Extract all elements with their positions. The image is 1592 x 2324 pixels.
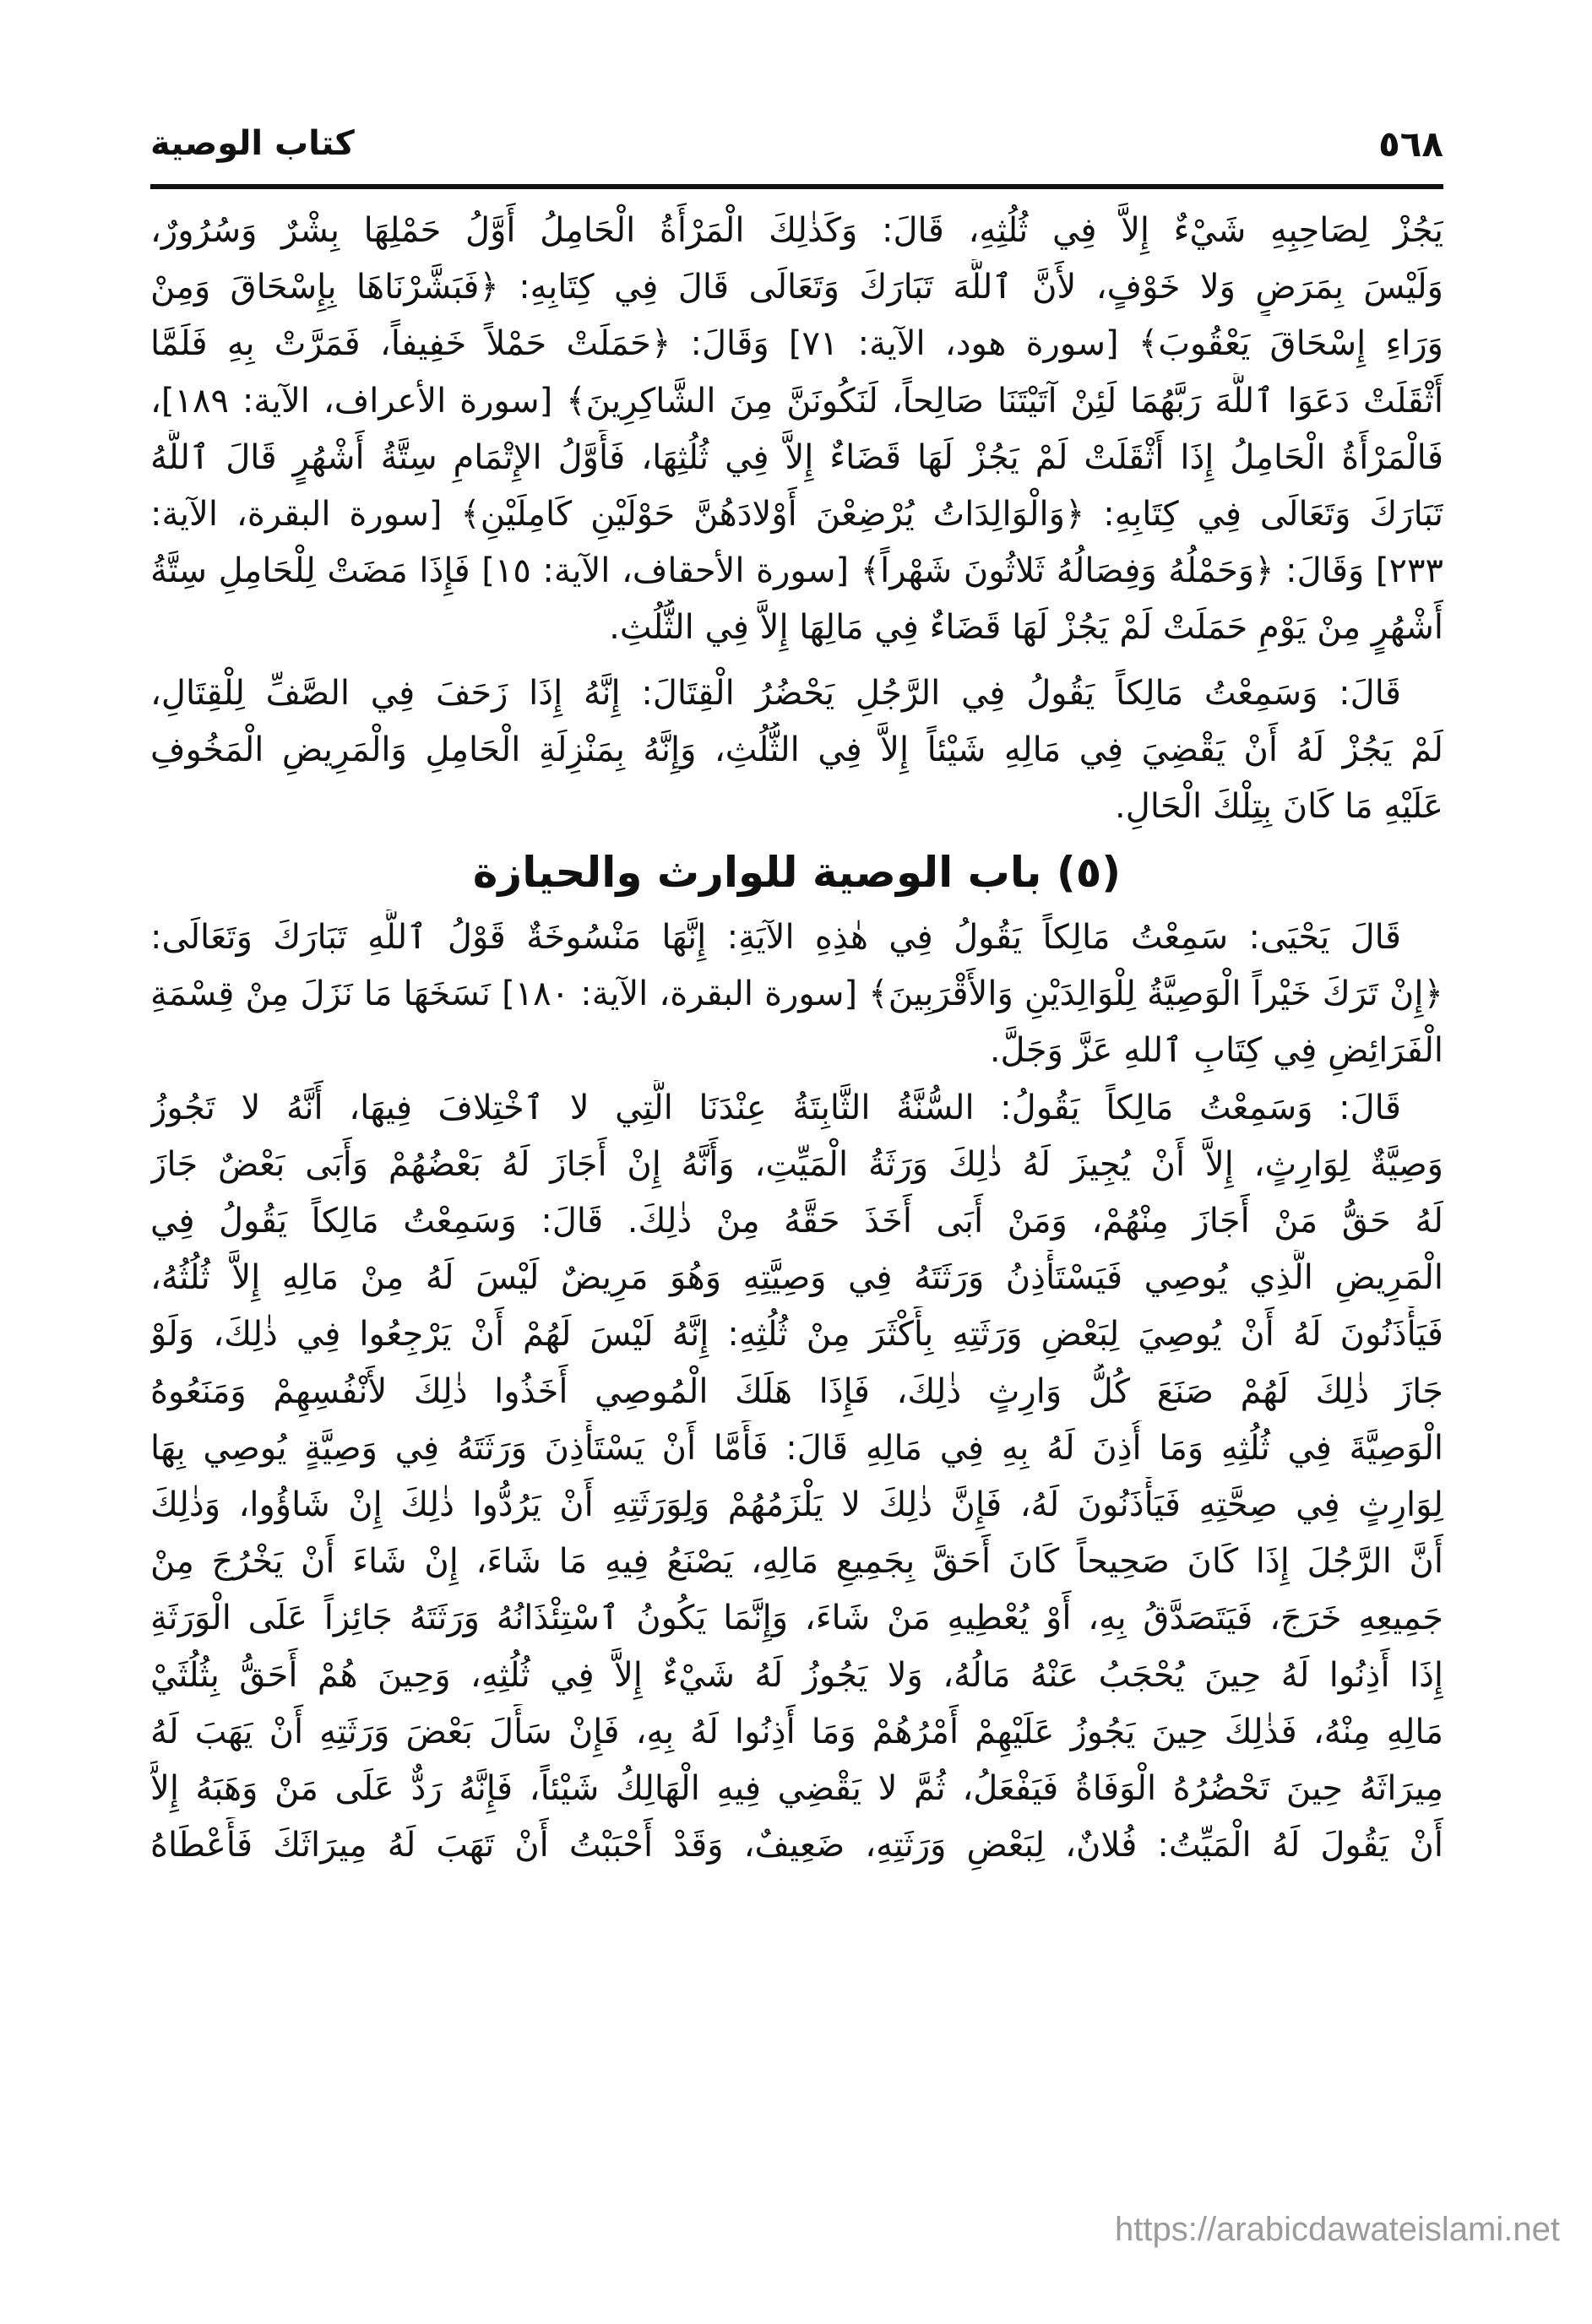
text-line: أَثْقَلَتْ دَعَوَا ٱللَّهَ رَبَّهُمَا لَئِنْ آتَيْتَنَا صَالِحاً، لَنَكُونَنَّ مِنَ الشَّاكِرِينَ﴾ [سورة الأعراف، الآية: ١٨٩]، [150, 381, 1443, 421]
watermark-url: https://arabicdawateislami.net [1115, 2211, 1560, 2248]
text-line: ٢٣٣] وَقَالَ: ﴿وَحَمْلُهُ وَفِصَالُهُ ثَلاثُونَ شَهْراً﴾ [سورة الأحقاف، الآية: ١٥] فَإِذَا مَضَتْ لِلْحَامِلِ سِتَّةُ [150, 551, 1443, 591]
text-line: الْمَرِيضِ الَّذِي يُوصِي فَيَسْتَأْذِنُ وَرَثَتَهُ فِي وَصِيَّتِهِ وَهُوَ مَرِيضٌ لَيْسَ لَهُ مِنْ مَالِهِ إِلاَّ ثُلُثُهُ، [150, 1258, 1443, 1298]
text-line: الْوَصِيَّةَ فِي ثُلُثِهِ وَمَا أُذِنَ لَهُ بِهِ فِي مَالِهِ قَالَ: فَأَمَّا أَنْ يَسْتَأْذِنَ وَرَثَتَهُ فِي وَصِيَّةٍ يُوصِي بِهَا [150, 1428, 1443, 1468]
paragraph-4 [150, 1080, 1443, 1875]
section-heading: (٥) باب الوصية للوارث والحيازة [472, 848, 1122, 898]
text-line: وَصِيَّةٌ لِوَارِثٍ، إِلاَّ أَنْ يُجِيزَ لَهُ ذٰلِكَ وَرَثَةُ الْمَيِّتِ، وَأَنَّهُ إِنْ أَجَازَ لَهُ بَعْضُهُمْ وَأَبَى بَعْضٌ جَازَ [150, 1144, 1443, 1184]
text-line: فَيَأْذَنُونَ لَهُ أَنْ يُوصِيَ لِبَعْضِ وَرَثَتِهِ بِأَكْثَرَ مِنْ ثُلُثِهِ: إِنَّهُ لَيْسَ لَهُمْ أَنْ يَرْجِعُوا فِي ذٰلِكَ، وَلَوْ [150, 1315, 1443, 1355]
text-line: لِوَارِثٍ فِي صِحَّتِهِ فَيَأْذَنُونَ لَهُ، فَإِنَّ ذٰلِكَ لا يَلْزَمُهُمْ وَلِوَرَثَتِهِ أَنْ يَرُدُّوا ذٰلِكَ إِنْ شَاؤُوا، وَذٰلِكَ [150, 1485, 1443, 1524]
text-line: فَالْمَرْأَةُ الْحَامِلُ إِذَا أَثْقَلَتْ لَمْ يَجُزْ لَهَا قَضَاءٌ إِلاَّ فِي ثُلُثِهَا، فَأَوَّلُ الإِتْمَامِ سِتَّةُ أَشْهُرٍ قَالَ ٱللَّهُ [150, 437, 1443, 477]
text-line: أَنْ يَقُولَ لَهُ الْمَيِّتُ: فُلانٌ، لِبَعْضِ وَرَثَتِهِ، ضَعِيفٌ، وَقَدْ أَحْبَبْتُ أَنْ تَهَبَ لَهُ مِيرَاثَكَ فَأَعْطَاهُ [150, 1826, 1443, 1865]
paragraph-3 [150, 910, 1443, 1080]
text-line: لَهُ حَقُّ مَنْ أَجَازَ مِنْهُمْ، وَمَنْ أَبَى أَخَذَ حَقَّهُ مِنْ ذٰلِكَ. قَالَ: وَسَمِعْتُ مَالِكاً يَقُولُ فِي [150, 1202, 1443, 1241]
text-line: قَالَ يَحْيَى: سَمِعْتُ مَالِكاً يَقُولُ فِي هٰذِهِ الآيَةِ: إِنَّهَا مَنْسُوخَةٌ قَوْلُ ٱللَّهِ تَبَارَكَ وَتَعَالَى: [150, 918, 1401, 958]
text-line: جَازَ ذٰلِكَ لَهُمْ صَنَعَ كُلُّ وَارِثٍ ذٰلِكَ، فَإِذَا هَلَكَ الْمُوصِي أَخَذُوا ذٰلِكَ لأَنْفُسِهِمْ وَمَنَعُوهُ [150, 1371, 1443, 1411]
text-line: أَنَّ الرَّجُلَ إِذَا كَانَ صَحِيحاً كَانَ أَحَقَّ بِجَمِيعِ مَالِهِ، يَصْنَعُ فِيهِ مَا شَاءَ، إِنْ شَاءَ أَنْ يَخْرُجَ مِنْ [150, 1542, 1443, 1582]
text-line: الْفَرَائِضِ فِي كِتَابِ ٱللهِ عَزَّ وَجَلَّ. [989, 1031, 1443, 1071]
text-line: أَشْهُرٍ مِنْ يَوْمِ حَمَلَتْ لَمْ يَجُزْ لَهَا قَضَاءٌ فِي مَالِهَا إِلاَّ فِي الثُّلُثِ. [609, 608, 1443, 648]
text-line: جَمِيعِهِ خَرَجَ، فَيَتَصَدَّقُ بِهِ، أَوْ يُعْطِيهِ مَنْ شَاءَ، وَإِنَّمَا يَكُونُ ٱسْتِئْذَانُهُ وَرَثَتَهُ جَائِزاً عَلَى الْوَرَثَةِ [150, 1599, 1443, 1638]
text-line: عَلَيْهِ مَا كَانَ بِتِلْكَ الْحَالِ. [1115, 786, 1443, 826]
text-line: قَالَ: وَسَمِعْتُ مَالِكاً يَقُولُ فِي الرَّجُلِ يَحْضُرُ الْقِتَالَ: إِنَّهُ إِذَا زَحَفَ فِي الصَّفِّ لِلْقِتَالِ، [150, 673, 1401, 713]
running-head [150, 118, 1443, 169]
text-line: مِيرَاثَهُ حِينَ تَحْضُرُهُ الْوَفَاةُ فَيَفْعَلُ، ثُمَّ لا يَقْضِي فِيهِ الْهَالِكُ شَيْئاً، فَإِنَّهُ رَدٌّ عَلَى مَنْ وَهَبَهُ إِلاَّ [150, 1768, 1443, 1808]
text-line: ﴿إِنْ تَرَكَ خَيْراً الْوَصِيَّةُ لِلْوَالِدَيْنِ وَالأَقْرَبِينَ﴾ [سورة البقرة، الآية: ١٨٠] نَسَخَهَا مَا نَزَلَ مِنْ قِسْمَةِ [150, 975, 1443, 1014]
text-line: قَالَ: وَسَمِعْتُ مَالِكاً يَقُولُ: السُّنَّةُ الثَّابِتَةُ عِنْدَنَا الَّتِي لا ٱخْتِلافَ فِيهَا، أَنَّهُ لا تَجُوزُ [150, 1088, 1401, 1127]
paragraph-2 [150, 665, 1443, 836]
paragraph-gap [150, 657, 1443, 665]
text-line: لَمْ يَجُزْ لَهُ أَنْ يَقْضِيَ فِي مَالِهِ شَيْئاً إِلاَّ فِي الثُّلُثِ، وَإِنَّهُ بِمَنْزِلَةِ الْحَامِلِ وَالْمَرِيضِ الْمَخُوفِ [150, 730, 1443, 769]
book-title: كتاب الوصية [150, 124, 355, 163]
header-rule [150, 184, 1443, 189]
text-line: مَالِهِ مِنْهُ، فَذٰلِكَ حِينَ يَجُوزُ عَلَيْهِمْ أَمْرُهُمْ وَمَا أَذِنُوا لَهُ بِهِ، فَإِنْ سَأَلَ بَعْضَ وَرَثَتِهِ أَنْ يَهَبَ لَهُ [150, 1712, 1443, 1751]
text-line: يَجُزْ لِصَاحِبِهِ شَيْءٌ إِلاَّ فِي ثُلُثِهِ، قَالَ: وَكَذٰلِكَ الْمَرْأَةُ الْحَامِلُ أَوَّلُ حَمْلِهَا بِشْرٌ وَسُرُورٌ، [150, 211, 1443, 250]
text-line: تَبَارَكَ وَتَعَالَى فِي كِتَابِهِ: ﴿وَالْوَالِدَاتُ يُرْضِعْنَ أَوْلادَهُنَّ حَوْلَيْنِ كَامِلَيْنِ﴾ [سورة البقرة، الآية: [150, 494, 1443, 534]
text-line: وَلَيْسَ بِمَرَضٍ وَلا خَوْفٍ، لأَنَّ ٱللَّهَ تَبَارَكَ وَتَعَالَى قَالَ فِي كِتَابِهِ: ﴿فَبَشَّرْنَاهَا بِإِسْحَاقَ وَمِنْ [150, 268, 1443, 307]
text-line: إِذَا أَذِنُوا لَهُ حِينَ يُحْجَبُ عَنْهُ مَالُهُ، وَلا يَجُوزُ لَهُ شَيْءٌ إِلاَّ فِي ثُلُثِهِ، وَحِينَ هُمْ أَحَقُّ بِثُلُثَيْ [150, 1655, 1443, 1695]
page-body [150, 203, 1443, 1874]
paragraph-1 [150, 203, 1443, 657]
text-line: وَرَاءِ إِسْحَاقَ يَعْقُوبَ﴾ [سورة هود، الآية: ٧١] وَقَالَ: ﴿حَمَلَتْ حَمْلاً خَفِيفاً، فَمَرَّتْ بِهِ فَلَمَّا [150, 324, 1443, 364]
page-number: ٥٦٨ [1378, 122, 1443, 165]
